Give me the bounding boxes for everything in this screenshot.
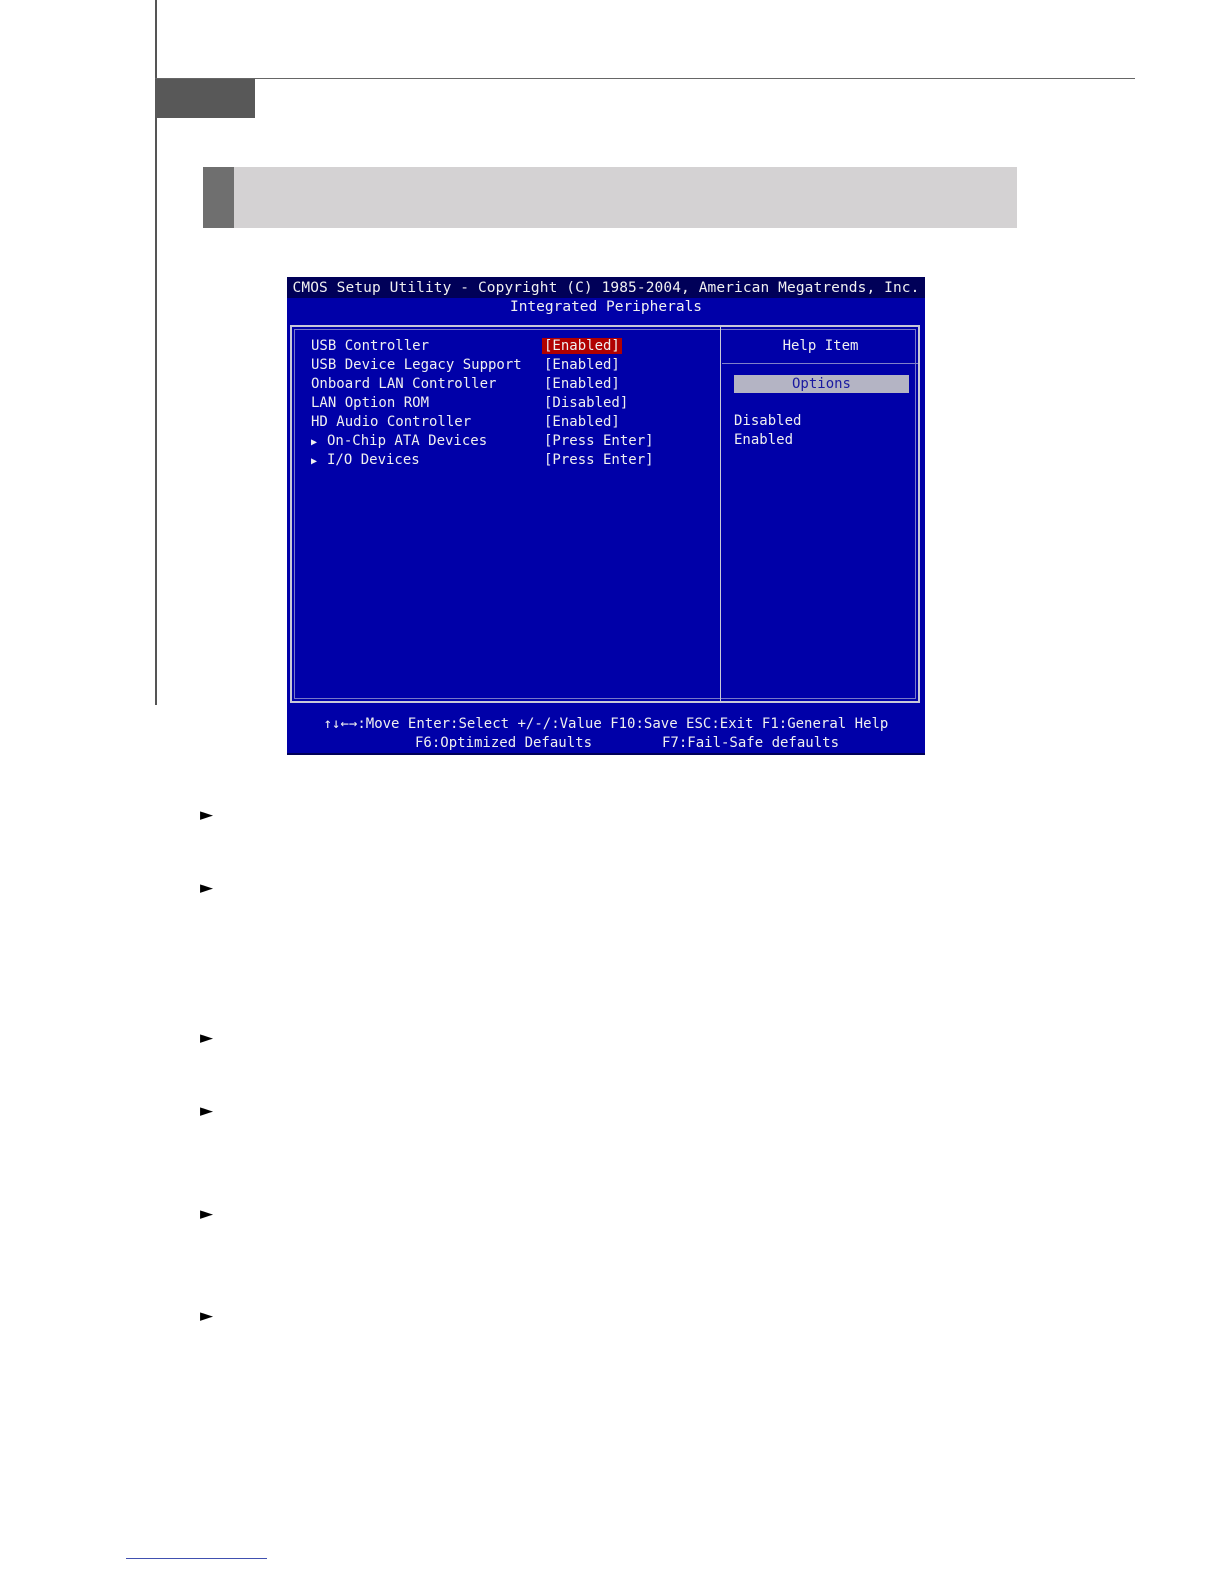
bios-bottom-edge: [287, 753, 925, 755]
options-label: Options: [734, 375, 909, 393]
bios-item-label-text: Onboard LAN Controller: [311, 376, 497, 392]
bios-item-label-text: On-Chip ATA Devices: [327, 433, 488, 449]
bios-item-value[interactable]: [Enabled]: [544, 338, 620, 354]
bios-column-divider: [720, 327, 721, 702]
bios-item-label: [311, 338, 429, 354]
bios-item-row[interactable]: [311, 452, 711, 470]
bios-item-label: [311, 376, 496, 392]
bios-item-label: [311, 452, 420, 468]
bios-item-value[interactable]: [Enabled]: [544, 376, 620, 392]
bios-item-label: [311, 414, 471, 430]
bios-item-label-text: LAN Option ROM: [311, 395, 430, 411]
key-failsafe-defaults: F7:Fail-Safe defaults: [662, 735, 840, 751]
bios-item-label-text: USB Controller: [311, 338, 430, 354]
section-heading-bar: [203, 167, 1017, 228]
bios-item-value[interactable]: [Press Enter]: [544, 452, 654, 468]
key-optimized-defaults: F6:Optimized Defaults: [415, 735, 593, 751]
bullet-arrow-icon: ►: [200, 1101, 214, 1121]
bios-item-value[interactable]: [Enabled]: [544, 357, 620, 373]
bios-item-label: [311, 395, 429, 411]
bios-item-value[interactable]: [Disabled]: [544, 395, 629, 411]
bios-item-value[interactable]: [Enabled]: [544, 414, 620, 430]
bios-item-value[interactable]: [Press Enter]: [544, 433, 654, 449]
bullet-arrow-icon: ►: [200, 1306, 214, 1326]
bullet-arrow-icon: ►: [200, 878, 214, 898]
bios-item-row[interactable]: [311, 357, 711, 375]
bios-title: CMOS Setup Utility - Copyright (C) 1985-2004, American Megatrends, Inc.: [292, 280, 920, 296]
bullet-arrow-icon: ►: [200, 1028, 214, 1048]
help-option: Enabled: [734, 432, 794, 448]
help-option: Disabled: [734, 413, 802, 429]
submenu-arrow-icon: ▶: [311, 437, 318, 448]
section-heading-accent: [203, 167, 234, 228]
bios-subtitle: Integrated Peripherals: [509, 299, 703, 315]
bios-item-label-text: HD Audio Controller: [311, 414, 472, 430]
bios-item-row[interactable]: [311, 376, 711, 394]
bios-item-label-text: I/O Devices: [327, 452, 420, 468]
help-title: Help Item: [782, 338, 859, 354]
chapter-tab: [155, 79, 255, 118]
bios-item-row[interactable]: [311, 433, 711, 451]
bios-item-label: [311, 357, 522, 373]
bios-item-row[interactable]: [311, 338, 711, 356]
bullet-arrow-icon: ►: [200, 805, 214, 825]
help-separator: [722, 363, 918, 364]
header-rule: [155, 78, 1135, 79]
bios-item-row[interactable]: [311, 414, 711, 432]
bios-screenshot: [287, 277, 925, 755]
bios-item-label-text: USB Device Legacy Support: [311, 357, 522, 373]
key-legend-line: ↑↓←→:Move Enter:Select +/-/:Value F10:Save ESC:Exit F1:General Help: [323, 716, 889, 732]
footer-rule: [126, 1558, 267, 1559]
submenu-arrow-icon: ▶: [311, 456, 318, 467]
bios-item-label: [311, 433, 487, 449]
bios-item-row[interactable]: [311, 395, 711, 413]
bullet-arrow-icon: ►: [200, 1204, 214, 1224]
